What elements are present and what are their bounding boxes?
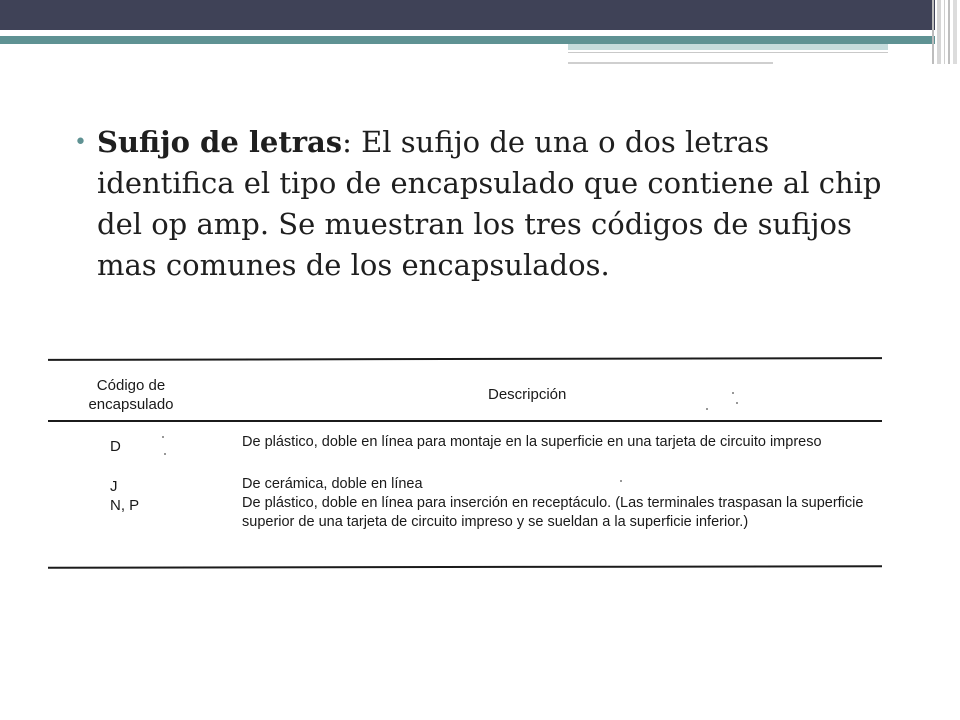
scan-speck <box>732 392 734 394</box>
scan-speck <box>706 408 708 410</box>
table-top-rule <box>48 357 882 361</box>
header-band <box>0 0 935 30</box>
table-header-rule <box>48 420 882 422</box>
row-code: D <box>110 438 121 455</box>
row-description: De plástico, doble en línea para montaje en la superficie en una tarjeta de circuito impreso <box>242 434 822 450</box>
header-divider-line <box>568 52 888 53</box>
header-vertical-bars <box>932 0 960 66</box>
column-header-description: Descripción <box>488 386 567 403</box>
row-code: J <box>110 478 118 495</box>
column-header-code <box>76 376 186 414</box>
bullet-term: Sufijo de letras <box>97 125 343 159</box>
header-divider-line-short <box>568 62 773 64</box>
header-accent-light <box>568 44 888 50</box>
bullet-paragraph <box>74 122 894 286</box>
scan-speck <box>164 453 166 455</box>
table-bottom-rule <box>48 565 882 568</box>
bullet-icon: • <box>74 130 87 155</box>
scan-speck <box>736 402 738 404</box>
scan-speck <box>620 480 622 482</box>
row-description: De plástico, doble en línea para inserción en receptáculo. (Las terminales traspasan la superficie superior de una tarjeta de circuito impreso y se sueldan a la superficie inferior.) <box>242 495 864 530</box>
column-header-code-line2: encapsulado <box>88 396 174 413</box>
column-header-code-line1: Código de <box>96 377 166 394</box>
header-accent-stripe <box>0 36 935 44</box>
bullet-text <box>97 122 894 286</box>
scan-speck <box>162 436 164 438</box>
row-code: N, P <box>110 497 140 514</box>
package-suffix-table <box>48 358 882 570</box>
row-description: De cerámica, doble en línea <box>242 476 423 492</box>
bullet-body: : El sufijo de una o dos letras identifica el tipo de encapsulado que contiene al chip del op amp. Se muestran los tres códigos de sufijos mas comunes de los encapsulados. <box>97 125 882 282</box>
